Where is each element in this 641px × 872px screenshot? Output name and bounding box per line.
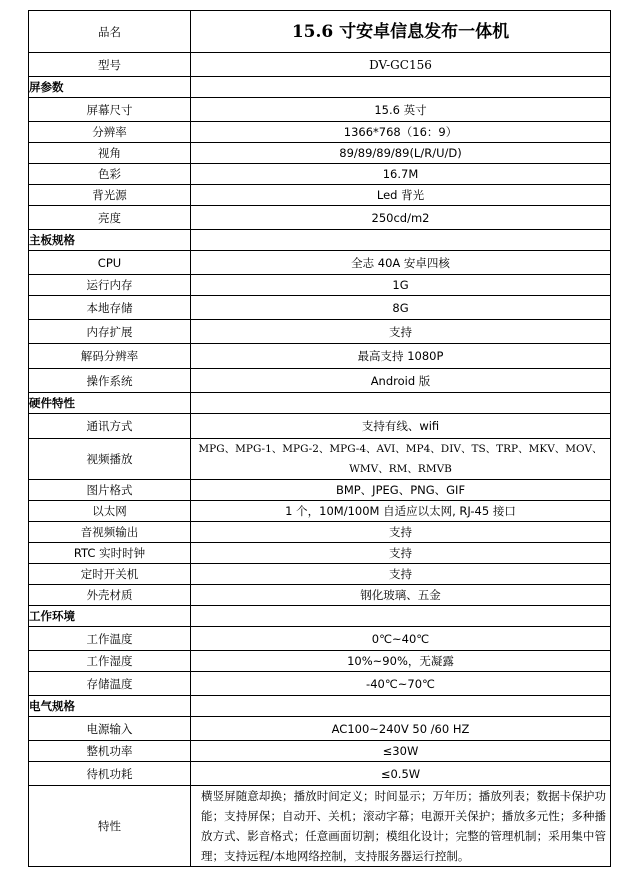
spec-value: 最高支持 1080P [191, 344, 611, 369]
spec-value: 89/89/89/89(L/R/U/D) [191, 143, 611, 164]
spec-label: 色彩 [29, 164, 191, 185]
spec-row [29, 564, 611, 585]
spec-value: Led 背光 [191, 185, 611, 206]
spec-row [29, 275, 611, 296]
section-row-hardware [29, 393, 611, 414]
spec-label: 以太网 [29, 501, 191, 522]
spec-row [29, 320, 611, 344]
spec-label: 亮度 [29, 206, 191, 230]
spec-value: 支持 [191, 522, 611, 543]
spec-row [29, 251, 611, 275]
spec-row [29, 439, 611, 480]
spec-row [29, 122, 611, 143]
spec-row [29, 501, 611, 522]
section-row-mainboard [29, 230, 611, 251]
spec-value: 支持 [191, 320, 611, 344]
section-row-power [29, 696, 611, 717]
spec-label: 操作系统 [29, 369, 191, 393]
section-heading-screen: 屏参数 [29, 77, 191, 98]
spec-value: 支持 [191, 543, 611, 564]
features-label: 特性 [29, 786, 191, 867]
spec-label: 电源输入 [29, 717, 191, 741]
spec-value: AC100~240V 50 /60 HZ [191, 717, 611, 741]
spec-label: 背光源 [29, 185, 191, 206]
spec-row [29, 543, 611, 564]
spec-label: 工作温度 [29, 627, 191, 651]
product-name-value: 15.6 寸安卓信息发布一体机 [191, 11, 611, 53]
spec-row [29, 185, 611, 206]
spec-label: CPU [29, 251, 191, 275]
spec-row [29, 98, 611, 122]
spec-value: 10%~90%，无凝露 [191, 651, 611, 672]
spec-label: 音视频输出 [29, 522, 191, 543]
spec-label: 解码分辨率 [29, 344, 191, 369]
spec-row [29, 762, 611, 786]
spec-value: 1 个，10M/100M 自适应以太网, RJ-45 接口 [191, 501, 611, 522]
spec-label: 本地存储 [29, 296, 191, 320]
section-filler [191, 393, 611, 414]
spec-label: 整机功率 [29, 741, 191, 762]
spec-row [29, 651, 611, 672]
section-heading-mainboard: 主板规格 [29, 230, 191, 251]
spec-row [29, 369, 611, 393]
spec-row [29, 480, 611, 501]
spec-label: 存储温度 [29, 672, 191, 696]
spec-value: 支持有线、wifi [191, 414, 611, 439]
spec-value: 全志 40A 安卓四核 [191, 251, 611, 275]
features-value: 横竖屏随意却换；播放时间定义；时间显示；万年历；播放列表；数据卡保护功能；支持屏保；自动开、关机；滚动字幕；电源开关保护；播放多元性；多种播放方式、影音格式；任意画面切割；模组化设计；完整的管理机制；采用集中管理；支持远程/本地网络控制，支持服务器运行控制。 [191, 786, 611, 867]
spec-row [29, 143, 611, 164]
spec-row [29, 741, 611, 762]
spec-value: -40℃~70℃ [191, 672, 611, 696]
spec-row [29, 672, 611, 696]
spec-value: 支持 [191, 564, 611, 585]
spec-value: 1G [191, 275, 611, 296]
product-name-row [29, 11, 611, 53]
section-filler [191, 606, 611, 627]
spec-row [29, 344, 611, 369]
spec-label: 工作湿度 [29, 651, 191, 672]
section-filler [191, 696, 611, 717]
model-value: DV-GC156 [191, 53, 611, 77]
spec-value: 15.6 英寸 [191, 98, 611, 122]
model-row [29, 53, 611, 77]
section-filler [191, 230, 611, 251]
spec-value: 8G [191, 296, 611, 320]
spec-label: 图片格式 [29, 480, 191, 501]
section-heading-power: 电气规格 [29, 696, 191, 717]
product-name-label: 品名 [29, 11, 191, 53]
spec-row [29, 627, 611, 651]
spec-value: Android 版 [191, 369, 611, 393]
spec-label: 视角 [29, 143, 191, 164]
spec-value: ≤30W [191, 741, 611, 762]
spec-row [29, 164, 611, 185]
spec-label: 视频播放 [29, 439, 191, 480]
features-row [29, 786, 611, 867]
spec-label: 定时开关机 [29, 564, 191, 585]
section-heading-environment: 工作环境 [29, 606, 191, 627]
spec-value: 1366*768（16：9） [191, 122, 611, 143]
section-filler [191, 77, 611, 98]
section-row-environment [29, 606, 611, 627]
spec-row [29, 296, 611, 320]
spec-label: 外壳材质 [29, 585, 191, 606]
spec-label: RTC 实时时钟 [29, 543, 191, 564]
section-row-screen [29, 77, 611, 98]
spec-label: 通讯方式 [29, 414, 191, 439]
spec-label: 内存扩展 [29, 320, 191, 344]
spec-row [29, 414, 611, 439]
section-heading-hardware: 硬件特性 [29, 393, 191, 414]
spec-value: 钢化玻璃、五金 [191, 585, 611, 606]
spec-label: 运行内存 [29, 275, 191, 296]
spec-table [28, 10, 611, 867]
spec-value: MPG、MPG-1、MPG-2、MPG-4、AVI、MP4、DIV、TS、TRP、MKV、MOV、WMV、RM、RMVB [191, 439, 611, 480]
model-label: 型号 [29, 53, 191, 77]
spec-row [29, 717, 611, 741]
spec-value: BMP、JPEG、PNG、GIF [191, 480, 611, 501]
spec-row [29, 522, 611, 543]
spec-value: 16.7M [191, 164, 611, 185]
spec-value: ≤0.5W [191, 762, 611, 786]
spec-label: 屏幕尺寸 [29, 98, 191, 122]
spec-row [29, 585, 611, 606]
spec-value: 0℃~40℃ [191, 627, 611, 651]
spec-label: 待机功耗 [29, 762, 191, 786]
spec-value: 250cd/m2 [191, 206, 611, 230]
spec-label: 分辨率 [29, 122, 191, 143]
spec-row [29, 206, 611, 230]
